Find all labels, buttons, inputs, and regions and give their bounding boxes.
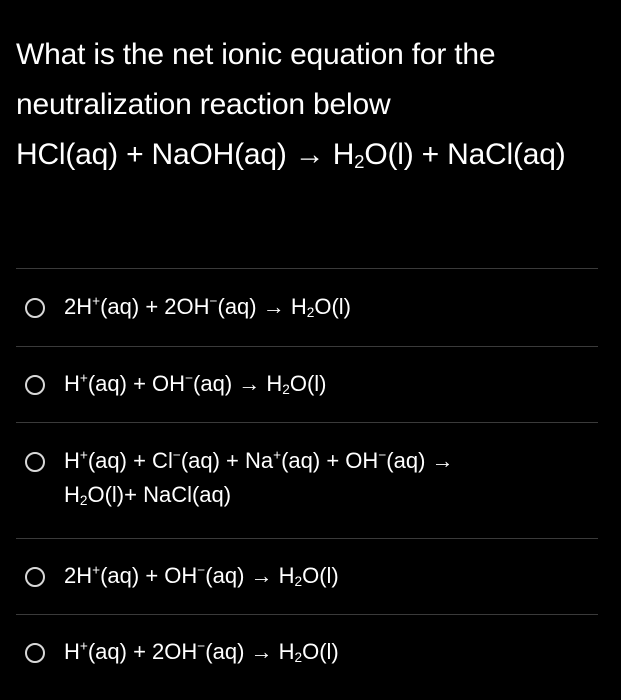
option-label: $2H^+(aq) + OH^-(aq) \to H_2O(l)$: [64, 562, 339, 589]
question-equation: HCl(aq) + NaOH(aq) → $H_2O(l)$ + NaCl(aq): [16, 138, 566, 173]
answer-option-1[interactable]: [16, 268, 598, 346]
option-label: H+(aq) + Cl−(aq) + Na+(aq) + OH−(aq) →: [64, 447, 454, 473]
answer-option-5[interactable]: [16, 614, 598, 692]
radio-button-icon[interactable]: [25, 452, 45, 472]
question-line-2: neutralization reaction below: [16, 88, 391, 121]
question-text: [16, 30, 606, 180]
answer-option-2[interactable]: [16, 346, 598, 422]
option-label-line-2: $H_2O(l)+$ NaCl(aq): [64, 482, 232, 508]
radio-button-icon[interactable]: [25, 375, 45, 395]
radio-button-icon[interactable]: [25, 643, 45, 663]
answer-options: [16, 268, 598, 692]
answer-option-3[interactable]: [16, 422, 598, 538]
radio-button-icon[interactable]: [25, 298, 45, 318]
radio-button-icon[interactable]: [25, 567, 45, 587]
option-label: $H^+(aq) + 2OH^-(aq) \to H_2O(l)$: [64, 638, 339, 665]
question-line-1: What is the net ionic equation for the: [16, 38, 496, 71]
option-label: $2H^+(aq) + 2OH^-(aq) \to H_2O(l)$: [64, 293, 351, 320]
answer-option-4[interactable]: [16, 538, 598, 614]
option-label: $H^+(aq) + OH^-(aq) \to H_2O(l)$: [64, 370, 327, 397]
